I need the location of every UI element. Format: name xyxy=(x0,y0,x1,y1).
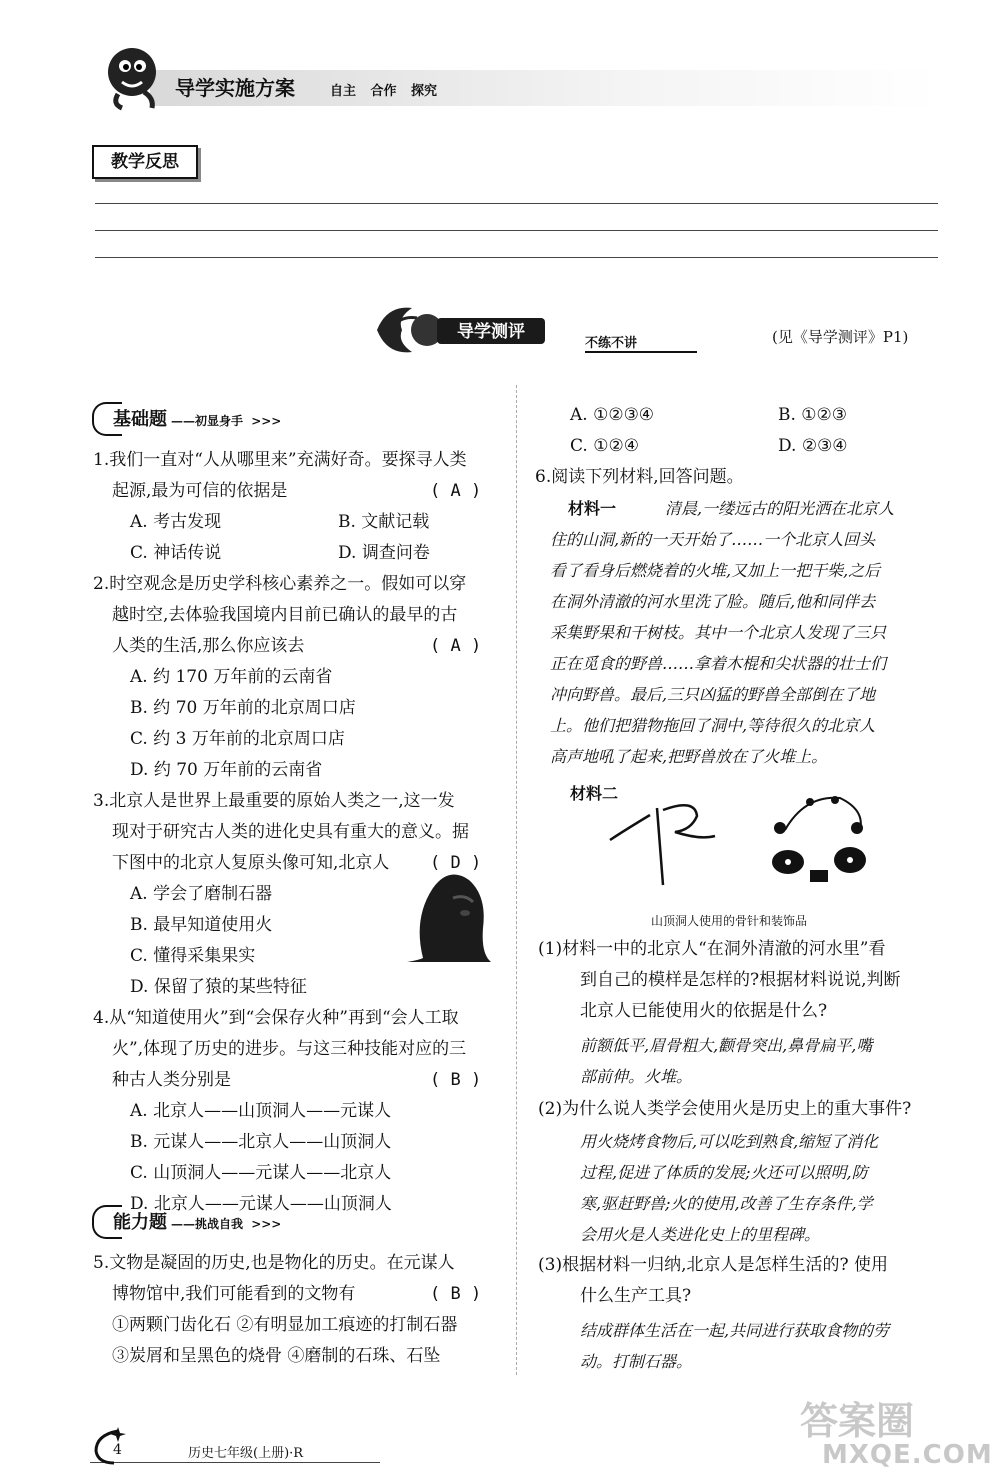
q1-line: 1.我们一直对“人从哪里来”充满好奇。要探寻人类 xyxy=(93,450,467,470)
subq2-answer: 会用火是人类进化史上的里程碑。 xyxy=(580,1225,821,1244)
watermark-url: MXQE.COM xyxy=(822,1440,993,1470)
mascot-icon xyxy=(98,42,168,112)
q3-line: 3.北京人是世界上最重要的原始人类之一,这一发 xyxy=(93,791,455,811)
q4-line: 火”,体现了历史的进步。与这三种技能对应的三 xyxy=(112,1039,467,1059)
reflection-label: 教学反思 xyxy=(92,145,198,179)
q2-option: D. 约 70 万年前的云南省 xyxy=(130,760,323,780)
subq2-answer: 用火烧烤食物后,可以吃到熟食,缩短了消化 xyxy=(580,1132,879,1151)
q4-option: D. 北京人——元谋人——山顶洞人 xyxy=(130,1194,392,1214)
q4-option: C. 山顶洞人——元谋人——北京人 xyxy=(130,1163,392,1183)
header-title: 导学实施方案 xyxy=(175,76,295,100)
section-ability-heading: 能力题 ——挑战自我 >>> xyxy=(113,1212,282,1233)
material-one-line: 上。他们把猎物拖回了洞中,等待很久的北京人 xyxy=(550,716,876,735)
q3-answer: ( D ) xyxy=(430,853,482,873)
material-two-label: 材料二 xyxy=(570,784,619,803)
material-one-line: 冲向野兽。最后,三只凶猛的野兽全部倒在了地 xyxy=(550,685,876,704)
q6-stem: 6.阅读下列材料,回答问题。 xyxy=(535,467,744,487)
reflection-line xyxy=(95,230,938,231)
subq1-line: (1)材料一中的北京人“在洞外清澈的河水里”看 xyxy=(538,939,886,959)
header-subtitle: 自主 合作 探究 xyxy=(330,84,438,99)
banner-reference: (见《导学测评》P1) xyxy=(772,328,909,346)
subq3-line: (3)根据材料一归纳,北京人是怎样生活的? 使用 xyxy=(538,1255,889,1275)
q4-option: B. 元谋人——北京人——山顶洞人 xyxy=(130,1132,392,1152)
q5-option-line: ①两颗门齿化石 ②有明显加工痕迹的打制石器 xyxy=(112,1315,458,1335)
q1-option: C. 神话传说 xyxy=(130,543,222,563)
q5-line: 5.文物是凝固的历史,也是物化的历史。在元谋人 xyxy=(93,1253,455,1273)
q3-option: D. 保留了猿的某些特征 xyxy=(130,977,307,997)
page-number: 4 xyxy=(113,1442,122,1458)
subq2-answer: 过程,促进了体质的发展;火还可以照明,防 xyxy=(580,1163,868,1182)
q4-line: 4.从“知道使用火”到“会保存火种”再到“会人工取 xyxy=(93,1008,459,1028)
material-one-line: 住的山洞,新的一天开始了……一个北京人回头 xyxy=(550,530,876,549)
section-ability-tail: ——挑战自我 xyxy=(171,1217,244,1231)
peking-man-bust-image xyxy=(403,858,495,966)
material-one-line: 正在觅食的野兽……拿着木棍和尖状器的壮士们 xyxy=(550,654,887,673)
q3-option: B. 最早知道使用火 xyxy=(130,915,273,935)
q4-answer: ( B ) xyxy=(430,1070,482,1090)
q1-answer: ( A ) xyxy=(430,481,482,501)
q1-option: D. 调查问卷 xyxy=(338,543,430,563)
bone-needle-ornaments-image xyxy=(605,790,905,895)
image-caption: 山顶洞人使用的骨针和装饰品 xyxy=(651,914,808,928)
q5-choice: C. ①②④ xyxy=(570,436,639,456)
q5-choice: A. ①②③④ xyxy=(570,405,655,425)
watermark-logo: 答案圈 xyxy=(800,1399,915,1443)
footer-swirl-icon xyxy=(88,1425,128,1467)
test-banner-logo xyxy=(372,300,552,360)
material-one-line: 清晨,一缕远古的阳光洒在北京人 xyxy=(665,499,895,518)
q2-line: 越时空,去体验我国境内目前已确认的最早的古 xyxy=(112,605,458,625)
q4-option: A. 北京人——山顶洞人——元谋人 xyxy=(130,1101,392,1121)
material-one-line: 看了看身后燃烧着的火堆,又加上一把干柴,之后 xyxy=(550,561,881,580)
q5-line: 博物馆中,我们可能看到的文物有 xyxy=(112,1284,356,1304)
q2-line: 2.时空观念是历史学科核心素养之一。假如可以穿 xyxy=(93,574,467,594)
subq2-answer: 寒,驱赶野兽;火的使用,改善了生存条件,学 xyxy=(580,1194,873,1213)
material-one-line: 采集野果和干树枝。其中一个北京人发现了三只 xyxy=(550,623,887,642)
reflection-line xyxy=(95,257,938,258)
material-one-label: 材料一 xyxy=(568,499,617,518)
subq1-line: 到自己的模样是怎样的?根据材料说说,判断 xyxy=(580,970,901,990)
q1-option: B. 文献记载 xyxy=(338,512,430,532)
q5-choice: B. ①②③ xyxy=(778,405,848,425)
section-basic-heading: 基础题 ——初显身手 >>> xyxy=(113,409,282,430)
q1-option: A. 考古发现 xyxy=(130,512,222,532)
footer-book: 历史七年级(上册)·R xyxy=(188,1446,304,1461)
q2-line: 人类的生活,那么你应该去 xyxy=(112,636,305,656)
q3-option: C. 懂得采集果实 xyxy=(130,946,256,966)
subq3-answer: 动。打制石器。 xyxy=(580,1352,693,1371)
q2-option: A. 约 170 万年前的云南省 xyxy=(130,667,333,687)
material-one-line: 高声地吼了起来,把野兽放在了火堆上。 xyxy=(550,747,828,766)
subq1-answer: 部前伸。火堆。 xyxy=(580,1067,693,1086)
q3-line: 下图中的北京人复原头像可知,北京人 xyxy=(112,853,390,873)
section-basic-tail: ——初显身手 xyxy=(171,414,244,428)
q5-option-line: ③炭屑和呈黑色的烧骨 ④磨制的石珠、石坠 xyxy=(112,1346,441,1366)
reflection-line xyxy=(95,203,938,204)
banner-tag: 不练不讲 xyxy=(585,332,697,353)
q2-option: B. 约 70 万年前的北京周口店 xyxy=(130,698,356,718)
q2-option: C. 约 3 万年前的北京周口店 xyxy=(130,729,345,749)
q3-line: 现对于研究古人类的进化史具有重大的意义。据 xyxy=(112,822,469,842)
subq3-answer: 结成群体生活在一起,共同进行获取食物的劳 xyxy=(580,1321,890,1340)
subq1-answer: 前额低平,眉骨粗大,颧骨突出,鼻骨扁平,嘴 xyxy=(580,1036,873,1055)
q2-answer: ( A ) xyxy=(430,636,482,656)
q3-option: A. 学会了磨制石器 xyxy=(130,884,273,904)
subq2-line: (2)为什么说人类学会使用火是历史上的重大事件? xyxy=(538,1099,912,1119)
banner-logo-text: 导学测评 xyxy=(457,322,525,342)
material-one-line: 在洞外清澈的河水里洗了脸。随后,他和同伴去 xyxy=(550,592,876,611)
section-ability-title: 能力题 xyxy=(113,1212,167,1233)
q5-answer: ( B ) xyxy=(430,1284,482,1304)
column-divider xyxy=(516,385,517,1375)
section-basic-title: 基础题 xyxy=(113,409,167,430)
q1-line: 起源,最为可信的依据是 xyxy=(112,481,288,501)
subq1-line: 北京人已能使用火的依据是什么? xyxy=(580,1001,828,1021)
q5-choice: D. ②③④ xyxy=(778,436,848,456)
subq3-line: 什么生产工具? xyxy=(580,1286,692,1306)
q4-line: 种古人类分别是 xyxy=(112,1070,231,1090)
